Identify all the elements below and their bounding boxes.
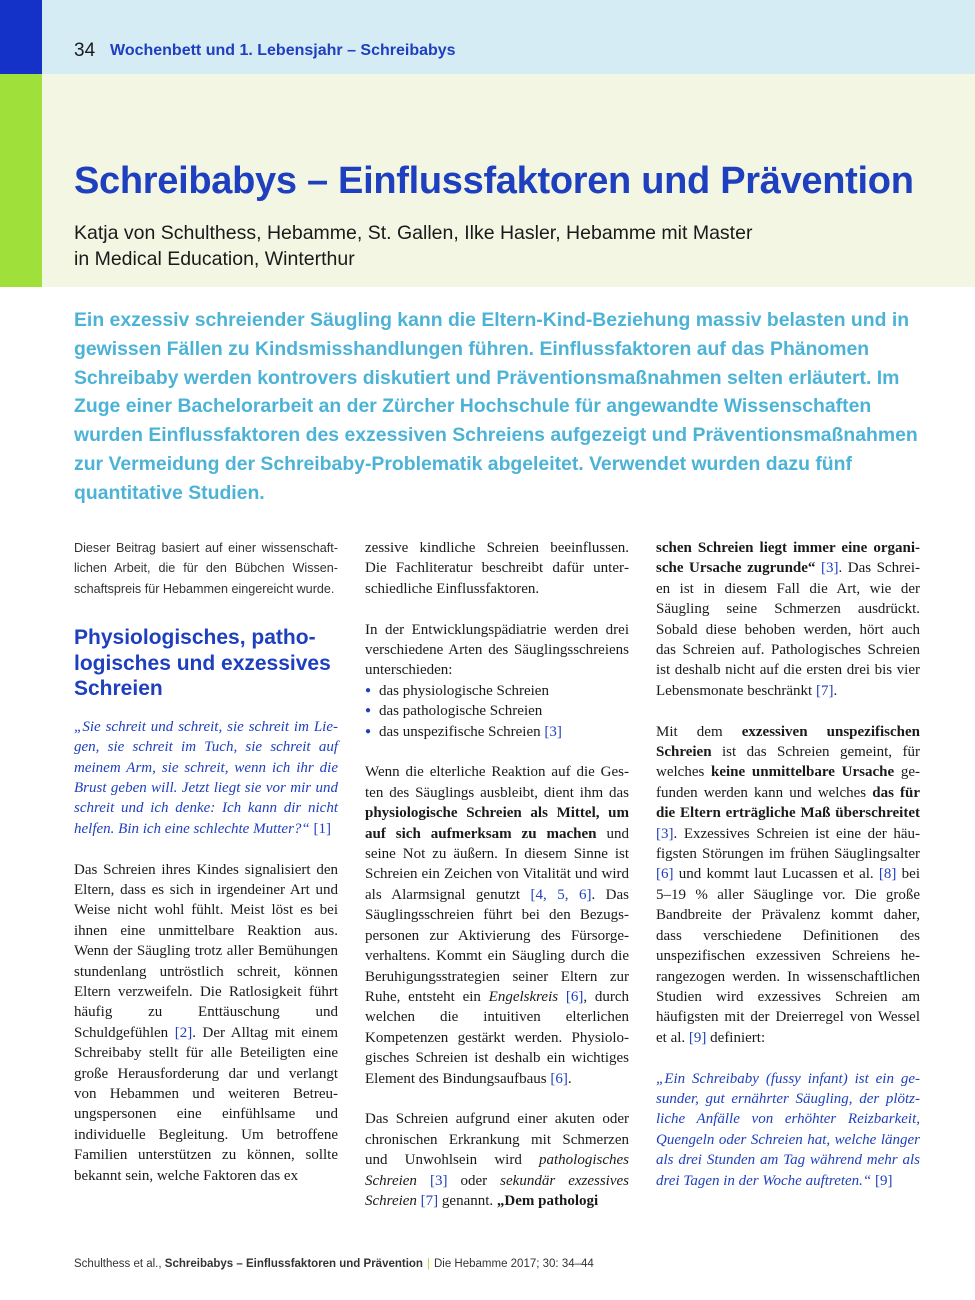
author-line-1: Katja von Schulthess, Hebamme, St. Gallen, Ilke Hasler, Hebamme mit Master	[74, 222, 753, 244]
reference-link[interactable]: [3]	[656, 825, 674, 842]
list-item	[365, 701, 629, 721]
footer-title: Schreibabys – Einflussfaktoren und Prävention	[164, 1258, 423, 1270]
body-paragraph: zessive kindliche Schreien beeinflussen. Die Fachliteratur beschreibt dafür unterschiedliche Einflussfaktoren.	[365, 540, 629, 597]
body-paragraph: schen Schreien liegt immer eine organische Ursache zugrunde“ [3]. Das Schreien ist in diesem Fall die Art, wie der Säugling seine Schmerzen ausdrückt. Sobald diese behoben werden, hört auch das Schreien auf. Pathologisches Schreien ist deshalb nicht auf die ersten drei bis vier Lebensmonate beschränkt [7].	[656, 540, 921, 699]
reference-link[interactable]: [7]	[420, 1192, 439, 1209]
reference-link[interactable]: [4, 5, 6]	[530, 886, 592, 903]
definition-quote	[656, 1069, 920, 1191]
list-item-text: das unspezifische Schreien	[379, 723, 541, 740]
text-run: oder	[447, 1172, 501, 1189]
footer-separator: |	[426, 1258, 430, 1270]
text-run: . Exzessives Schreien ist eine der häufigsten Störungen im frühen Säuglingsalter	[656, 825, 920, 863]
reference-link[interactable]: [2]	[174, 1024, 193, 1041]
body-paragraph	[365, 1109, 629, 1211]
text-run: definiert:	[706, 1029, 766, 1046]
section-heading: Physiologisches, pathologisches und exzessives Schreien	[74, 626, 331, 701]
reference-link[interactable]: [1]	[313, 820, 332, 837]
reference-link[interactable]: [6]	[565, 988, 584, 1005]
reference-link[interactable]: [3]	[821, 560, 839, 577]
italic-text: pathologisches Schreien	[365, 1152, 629, 1189]
abstract: Ein exzessiv schreiender Säugling kann die Eltern-Kind-Beziehung massiv belasten und in gewissen Fällen zu Kindsmisshandlungen führen. Einflussfaktoren auf das Phänomen Schreibaby werden kontrovers diskutiert und Präventionsmaßnahmen selten erläutert. Im Zuge einer Bachelorarbeit an der Zürcher Hochschule für angewandte Wissenschaften wurden Einflussfaktoren des exzessiven Schreiens aufgezeigt und Präventionsmaßnahmen zur Vermeidung der Schreibaby-Problematik abgeleitet. Verwendet wurden dazu fünf quantitative Studien.	[74, 309, 918, 504]
body-paragraph	[74, 860, 338, 1187]
column-3	[656, 538, 920, 1191]
text-run: . Der Alltag mit einem Schreibaby stellt für alle Beteiligten eine große Herausforderung dar und verlangt von Hebammen und weiteren Betreuungspersonen eine einfühlsame und individuelle Begleitung. Um betroffene Familien unterstützen zu können, sollte bekannt sein, welche Faktoren das ex	[74, 1024, 338, 1184]
footer-citation	[74, 1258, 594, 1270]
text-run: Das Schreien ihres Kindes signalisiert den Eltern, dass es sich in irgendeiner Art und Weise nicht wohl fühlt. Meist löst es bei ihnen eine unmittelbare Reaktion aus. Wenn der Säugling trotz aller Bemühungen stundenlang untröstlich schreit, können Eltern verzweifeln. Die Ratlosigkeit führt häufig zu Enttäuschung und Schuldgefühlen	[74, 861, 338, 1041]
italic-text: sekundär exzessives Schreien	[365, 1172, 629, 1209]
reference-link[interactable]: [9]	[688, 1029, 707, 1046]
reference-link[interactable]: [8]	[878, 866, 897, 883]
column-2	[365, 538, 629, 1211]
reference-link[interactable]: [9]	[875, 1172, 893, 1189]
body-paragraph: Wenn die elterliche Reaktion auf die Gesten des Säuglings ausbleibt, dient ihm das physiologische Schreien als Mittel, um auf sich aufmerksam zu machen und seine Not zu äußern. In diesem Sinne ist Schreien ein Zeichen von Vitalität und wird als Alarmsignal genutzt [4, 5, 6]. Das Säuglingsschreien führt bei den Bezugspersonen zur Aktivierung des Fürsorgeverhaltens. Kommt ein Säugling durch die Beruhigungsstrategien seiner Eltern zur Ruhe, entsteht ein Engelskreis [6], durch welchen die intuitiven elterlichen Kompetenzen gestärkt werden. Physiologisches Schreien ist deshalb ein wichtiges Element des Bindungsaufbaus [6].	[365, 764, 629, 1087]
bold-text: „Dem pathologi	[496, 1192, 599, 1209]
text-run: Das Schreien aufgrund einer akuten oder chronischen Erkrankung mit Schmerzen und Unwohlsein wird	[365, 1111, 629, 1169]
reference-link[interactable]: [7]	[815, 682, 834, 699]
footer-authors: Schulthess et al.,	[74, 1258, 165, 1270]
list-item-text: das physiologische Schreien	[379, 682, 549, 699]
text-run: Mit dem	[656, 723, 742, 740]
bold-text: das für die Eltern erträgliche Maß überschreitet	[656, 784, 921, 822]
text-run: und kommt laut Lucassen et al.	[673, 866, 879, 883]
body-paragraph: In der Entwicklungspädiatrie werden drei verschiedene Arten des Säuglingsschreiens unterschieden:	[365, 621, 629, 679]
italic-text: Engelskreis	[488, 988, 559, 1005]
list-item	[365, 681, 629, 701]
column-1	[74, 538, 338, 1186]
reference-link[interactable]: [3]	[544, 723, 562, 740]
reference-link[interactable]: [6]	[550, 1070, 568, 1087]
bold-text: physiologische Schreien als Mittel, um auf sich aufmerksam zu machen	[365, 805, 629, 842]
reference-link[interactable]: [6]	[656, 866, 674, 883]
bold-text: schen Schreien liegt immer eine organische Ursache zugrunde“	[656, 540, 920, 577]
running-head: Wochenbett und 1. Lebensjahr – Schreibabys	[110, 42, 456, 59]
article-title: Schreibabys – Einflussfaktoren und Prävention	[74, 160, 914, 202]
text-run: . Das Säuglingsschreien führt bei den Bezugspersonen zur Aktivierung des Fürsorgeverhaltens. Kommt ein Säugling durch die Beruhigungsstrategien seiner Eltern zur Ruhe, entsteht ein	[365, 886, 629, 1005]
crying-types-list	[365, 681, 629, 742]
banner-accent-block	[0, 74, 42, 287]
text-run: und seine Not zu äußern. In diesem Sinne ist Schreien ein Zeichen von Vitalität und wird als Alarmsignal genutzt	[365, 825, 629, 903]
funding-note: Dieser Beitrag basiert auf einer wissenschaftlichen Arbeit, die für den Bübchen Wissenschaftspreis für Hebammen eingereicht wurde.	[74, 541, 338, 596]
text-run: genannt.	[438, 1192, 497, 1209]
quote-text: „Ein Schreibaby (fussy infant) ist ein gesunder, gut ernährter Säugling, der plötzliche Anfälle von erhöhter Reizbarkeit, Quengeln oder Schreien hat, welche länger als drei Stunden am Tag während mehr als drei Tagen in der Woche auftreten.“	[656, 1070, 920, 1189]
page-number: 34	[74, 40, 96, 61]
text-run: , durch welchen die intuitiven elterlichen Kompetenzen gestärkt werden. Physiologisches Schreien ist deshalb ein wichtiges Element des Bindungsaufbaus	[365, 988, 629, 1087]
text-run: . Das Schreien ist in diesem Fall die Art, wie der Säugling seine Schmerzen ausdrückt. Sobald diese behoben werden, hört auch das Schreien auf. Pathologisches Schreien ist deshalb nicht auf die ersten drei bis vier Lebensmonate beschränkt	[656, 560, 921, 699]
header-accent-block	[0, 0, 42, 74]
list-item	[365, 722, 629, 742]
footer-journal: Die Hebamme 2017; 30: 34–44	[433, 1258, 594, 1270]
text-run: ist das Schreien gemeint, für welches	[656, 744, 920, 781]
author-line-2: in Medical Education, Winterthur	[74, 248, 355, 270]
mother-quote	[74, 717, 338, 839]
text-run: bei 5–19 % aller Säuglinge vor. Die große Bandbreite der Prävalenz kommt daher, dass verschiedene Definitionen des unspezifischen exzessiven Schreiens herangezogen werden. In wissenschaftlichen Studien wird exzessives Schreien am häufigsten mit der Dreierregel von Wessel et al.	[656, 866, 920, 1046]
bold-text: exzessiven unspezifischen Schreien	[656, 723, 920, 761]
text-run: Wenn die elterliche Reaktion auf die Gesten des Säuglings ausbleibt, dient ihm das	[365, 764, 629, 801]
quote-text: „Sie schreit und schreit, sie schreit im Liegen, sie schreit im Tuch, sie schreit auf meinem Arm, sie schreit, wenn ich ihr die Brust geben will. Jetzt liegt sie vor mir und schreit und ich denke: Ich kann dir nicht helfen. Bin ich eine schlechte Mutter?“	[74, 718, 338, 837]
reference-link[interactable]: [3]	[429, 1172, 448, 1189]
bold-text: keine unmittelbare Ursache	[711, 764, 895, 781]
header-bar	[0, 0, 975, 74]
body-paragraph	[656, 722, 920, 1049]
author-line	[74, 220, 794, 272]
text-run: gefunden werden kann und welches	[656, 764, 920, 801]
list-item-text: das pathologische Schreien	[379, 703, 543, 720]
